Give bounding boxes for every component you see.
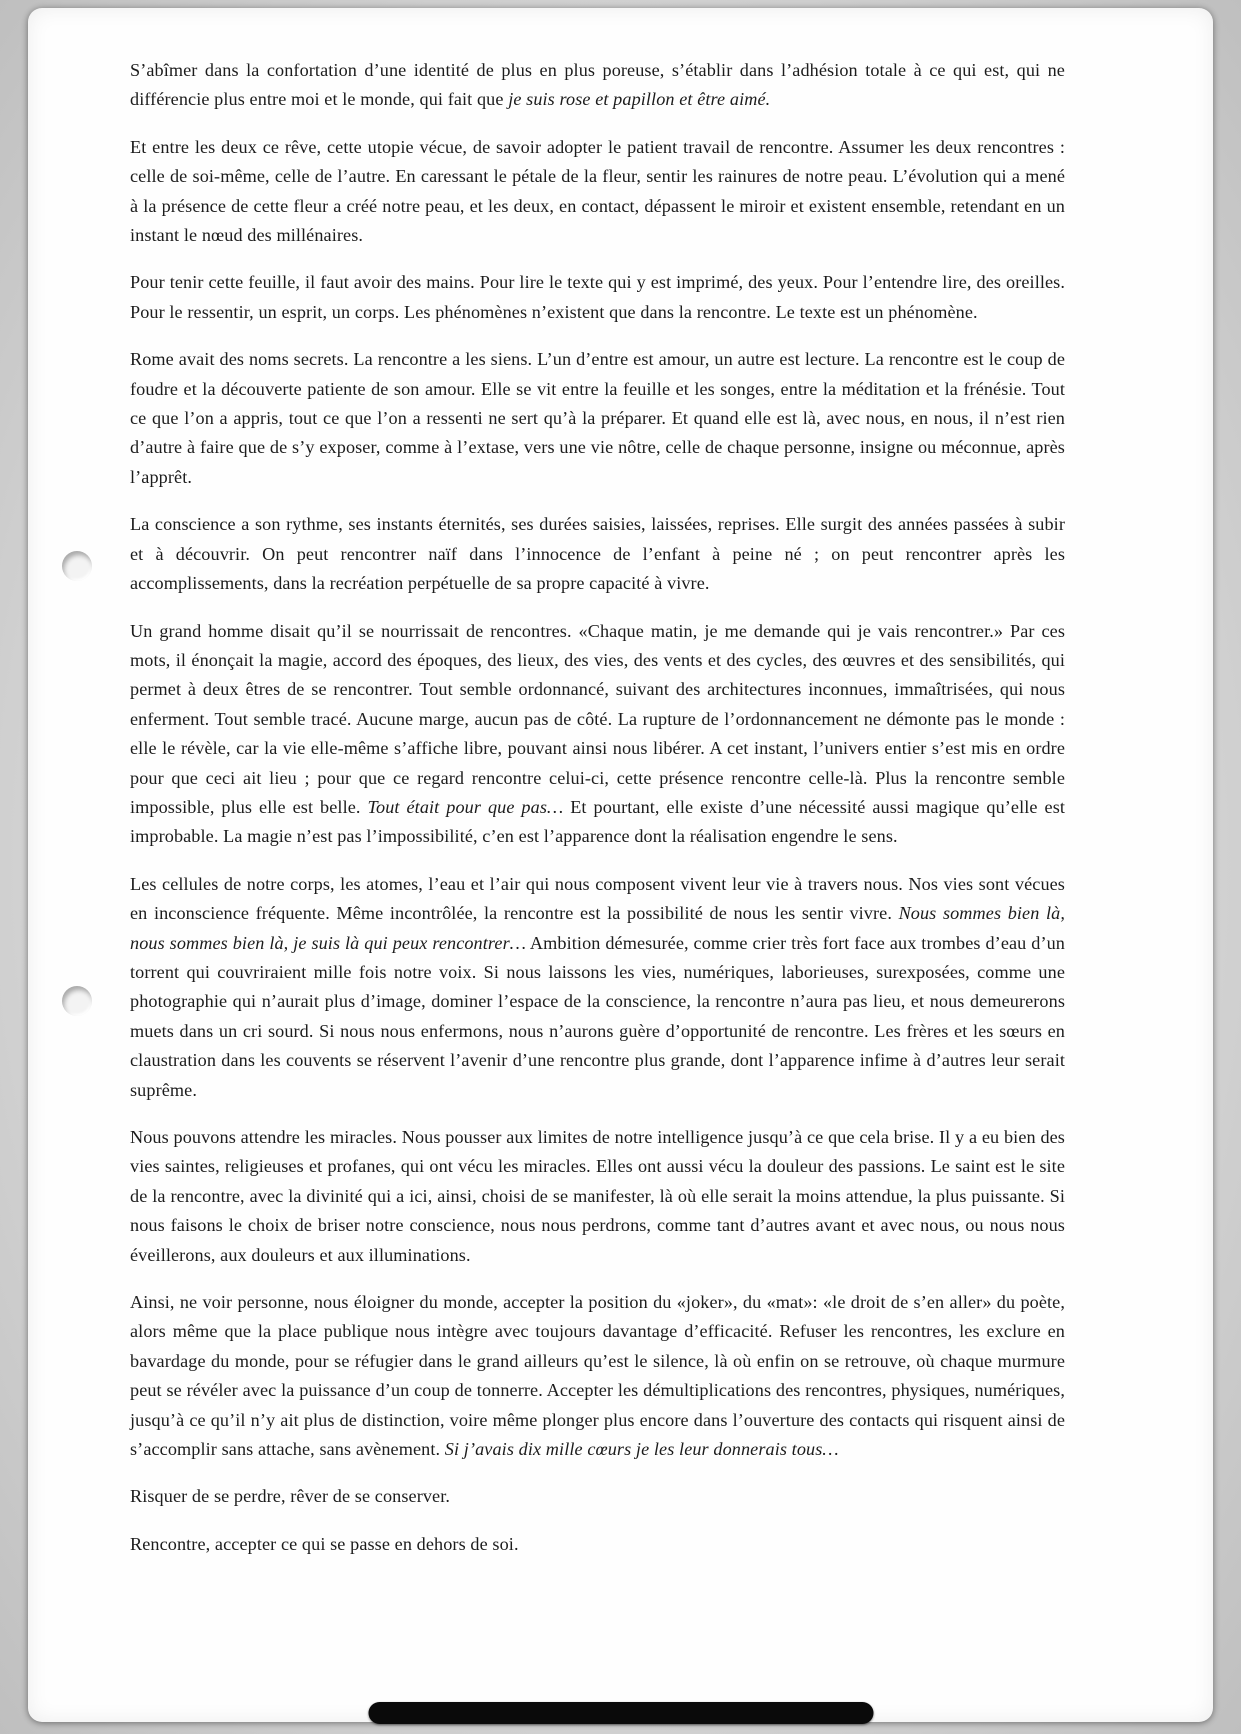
paragraph-text-italic: je suis rose et papillon et être aimé. [508,89,771,110]
paragraph-text: Rome avait des noms secrets. La rencontre a les siens. L’un d’entre est amour, un autre est lecture. La rencontre est le coup de foudre et la découverte patiente de son amour. Elle se vit entre la feuille et les songes, entre la méditation et la frénésie. Tout ce que l’on a appris, tout ce que l’on a ressenti ne sert qu’à la préparer. Et quand elle est là, avec nous, en nous, il n’est rien d’autre à faire que de s’y exposer, comme à l’extase, vers une vie nôtre, celle de chaque personne, insigne ou méconnue, après l’apprêt. [130,349,1065,487]
paragraph-8 [130,1123,1065,1270]
paragraph-text: S’abîmer dans la confortation d’une identité de plus en plus poreuse, s’établir dans l’adhésion totale à ce qui est, qui ne différencie plus entre moi et le monde, qui fait que [130,60,1065,110]
paragraph-text: Un grand homme disait qu’il se nourrissait de rencontres. «Chaque matin, je me demande qui je vais rencontrer.» Par ces mots, il énonçait la magie, accord des époques, des lieux, des vies, des vents et des cycles, des œuvres et des sensibilités, qui permet à deux êtres de se rencontrer. Tout semble ordonnancé, suivant des architectures inconnues, immaîtrisées, qui nous enferment. Tout semble tracé. Aucune marge, aucun pas de côté. La rupture de l’ordonnancement ne démonte pas le monde : elle le révèle, car la vie elle-même s’affiche libre, pouvant ainsi nous libérer. A cet instant, l’univers entier s’est mis en ordre pour que ceci ait lieu ; pour que ce regard rencontre celui-ci, cette présence rencontre celle-là. Plus la rencontre semble impossible, plus elle est belle. [130,620,1065,817]
paragraph-text: Risquer de se perdre, rêver de se conserver. [130,1486,451,1507]
paragraph-text: Ainsi, ne voir personne, nous éloigner du monde, accepter la position du «joker», du «mat»: «le droit de s’en aller» du poète, alors même que la place publique nous intègre avec toujours davantage d’efficacité. Refuser les rencontres, les exclure en bavardage du monde, pour se réfugier dans le grand ailleurs qu’est le silence, là où enfin on se retrouve, où chaque murmure peut se révéler avec la puissance d’un coup de tonnerre. Accepter les démultiplications des rencontres, physiques, numériques, jusqu’à ce qu’il n’y ait plus de distinction, voire même plonger plus encore dans l’ouverture des contacts qui risquent ainsi de s’accomplir sans attache, sans avènement. [130,1292,1065,1460]
paragraph-11 [130,1530,1065,1559]
paragraph-10 [130,1482,1065,1511]
binder-hole-bottom [62,986,92,1016]
paragraph-text-italic: Nous sommes bien là, nous sommes bien là, je suis là qui peux rencontrer… [130,903,1065,953]
paragraph-text: La conscience a son rythme, ses instants éternités, ses durées saisies, laissées, reprises. Elle surgit des années passées à subir et à découvrir. On peut rencontrer naïf dans l’innocence de l’enfant à peine né ; on peut rencontrer après les accomplissements, dans la recréation perpétuelle de sa propre capacité à vivre. [130,514,1065,594]
binder-hole-top [62,551,92,581]
paragraph-text: Ambition démesurée, comme crier très fort face aux trombes d’eau d’un torrent qui couvriraient mille fois notre voix. Si nous laissons les vies, numériques, laborieuses, surexposées, comme une photographie qui n’aurait plus d’image, dominer l’espace de la conscience, la rencontre n’aura pas lieu, et nous demeurerons muets dans un cri sourd. Si nous nous enfermons, nous n’aurons guère d’opportunité de rencontre. Les frères et les sœurs en claustration dans les couvents se réservent l’avenir d’une rencontre plus grande, dont l’apparence infime à d’autres leur serait suprême. [130,932,1065,1100]
paragraph-text: Nous pouvons attendre les miracles. Nous pousser aux limites de notre intelligence jusqu’à ce que cela brise. Il y a eu bien des vies saintes, religieuses et profanes, qui ont vécu les miracles. Elles ont aussi vécu la douleur des passions. Le saint est le site de la rencontre, avec la divinité qui a ici, ainsi, choisi de se manifester, là où elle serait la moins attendue, la plus puissante. Si nous faisons le choix de briser notre conscience, nous nous perdrons, comme tant d’autres avant et avec nous, ou nous nous éveillerons, aux douleurs et aux illuminations. [130,1127,1065,1265]
paragraph-text: Et entre les deux ce rêve, cette utopie vécue, de savoir adopter le patient travail de rencontre. Assumer les deux rencontres : celle de soi-même, celle de l’autre. En caressant le pétale de la fleur, sentir les rainures de notre peau. L’évolution qui a mené à la présence de cette fleur a créé notre peau, et les deux, en contact, dépassent le miroir et existent ensemble, retendant en un instant le nœud des millénaires. [130,136,1065,246]
paragraph-5 [130,510,1065,598]
home-indicator-bar[interactable] [368,1702,873,1724]
paragraph-7 [130,870,1065,1105]
paragraph-1 [130,56,1065,115]
paragraph-3 [130,268,1065,327]
paragraph-text: Rencontre, accepter ce qui se passe en dehors de soi. [130,1533,519,1554]
paragraph-6 [130,617,1065,852]
page-text [130,56,1065,1577]
paragraph-text: Pour tenir cette feuille, il faut avoir des mains. Pour lire le texte qui y est imprimé, des yeux. Pour l’entendre lire, des oreilles. Pour le ressentir, un esprit, un corps. Les phénomènes n’existent que dans la rencontre. Le texte est un phénomène. [130,272,1065,322]
paragraph-9 [130,1288,1065,1464]
paragraph-text: Et pourtant, elle existe d’une nécessité aussi magique qu’elle est improbable. La magie n’est pas l’impossibilité, c’en est l’apparence dont la réalisation engendre le sens. [130,796,1066,847]
document-page [28,8,1213,1722]
paragraph-4 [130,345,1065,492]
paragraph-text: Les cellules de notre corps, les atomes, l’eau et l’air qui nous composent vivent leur vie à travers nous. Nos vies sont vécues en inconscience fréquente. Même incontrôlée, la rencontre est la possibilité de nous les sentir vivre. [130,873,1065,924]
paragraph-text-italic: Si j’avais dix mille cœurs je les leur donnerais tous… [444,1439,839,1460]
paragraph-2 [130,133,1065,251]
paragraph-text-italic: Tout était pour que pas… [367,796,564,817]
